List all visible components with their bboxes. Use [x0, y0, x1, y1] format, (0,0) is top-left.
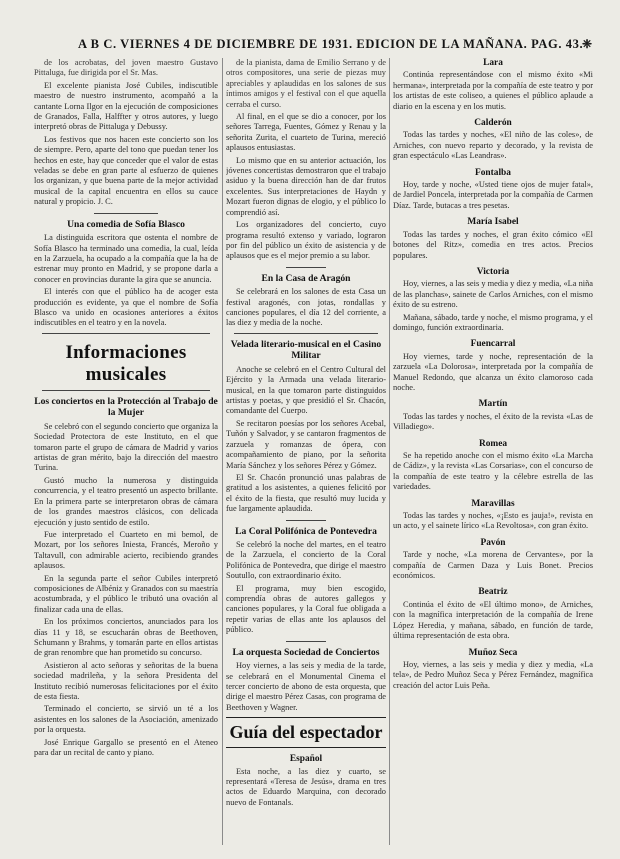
- sofia-blasco-heading: Una comedia de Sofía Blasco: [67, 218, 185, 230]
- ornament-mark: ❈: [582, 37, 593, 51]
- theatre-heading-beatriz: Beatriz: [478, 587, 508, 598]
- theatre-heading-pavon: Pavón: [480, 537, 506, 548]
- orquesta-heading: La orquesta Sociedad de Conciertos: [232, 646, 380, 658]
- column-2: [226, 58, 386, 849]
- article-paragraph: Todas las tardes y noches, «¡Esto es jauja!», revista en un acto, y el sainete lírico «La Revoltosa», con gran éxito.: [393, 511, 593, 531]
- proteccion-heading: Los conciertos en la Protección al Trabajo de la Mujer: [34, 395, 218, 419]
- article-paragraph: Hoy, viernes, a las seis y media y diez y media, «La niña de las planchas», sainete de Carlos Arniches, con el mismo éxito de su estreno.: [393, 279, 593, 310]
- article-paragraph: Todas las tardes y noches, el gran éxito cómico «El botones del Ritz», comedia en tres actos. Precios populares.: [393, 229, 593, 260]
- article-paragraph: En los próximos conciertos, anunciados para los días 11 y 18, se escucharán obras de Beethoven, Schumann y Brahms, y tomarán parte en ellos artistas de gran renombre que han prometido su concurso.: [34, 617, 218, 658]
- theatre-heading-fontalba: Fontalba: [475, 167, 511, 178]
- article-paragraph: Al final, en el que se dio a conocer, por los señores Tarrega, Fuentes, Gómez y Renau y la señorita Zurita, el cuarteto de Turina, mereció aplausos entusiastas.: [226, 112, 386, 153]
- divider: [94, 213, 158, 214]
- article-paragraph: Anoche se celebró en el Centro Cultural del Ejército y la Armada una velada literario-musical, en la que tomaron parte distinguidos artistas y poetas, y que presidió el Sr. Chacón, comandante del Cuerpo.: [226, 364, 386, 416]
- theatre-heading-martin: Martín: [478, 399, 508, 410]
- article-paragraph: Tarde y noche, «La morena de Cervantes», por la compañía de Carmen Daza y Luis Bonet. Precios económicos.: [393, 550, 593, 581]
- divider: [42, 333, 210, 334]
- article-paragraph: Los festivos que nos hacen este concierto son los de siempre. Pero, aparte del tono que puedan tener los hechos en este, hay que conceder que el valor de estas veladas se debe en gran parte al esfuerzo de quienes los organizan, y que buena parte de la mejor actividad musical de la capital encuentra en ellos su cauce natural y propicio. J. C.: [34, 134, 218, 207]
- theatre-heading-lara: Lara: [483, 58, 503, 68]
- theatre-heading-calderon: Calderón: [474, 118, 512, 129]
- column-divider: [389, 58, 390, 845]
- article-paragraph: de la pianista, dama de Emilio Serrano y de otros compositores, una serie de piezas muy apreciables y aplaudidas en los salones de sus íntimos amigos y el festival con el que aquella cerraba el curso.: [226, 58, 386, 109]
- article-paragraph: Hoy viernes, tarde y noche, representación de la zarzuela «La Dolorosa», interpretada por la compañía de Manuel Redondo, que alcanza un éxito clamoroso cada noche.: [393, 351, 593, 392]
- article-paragraph: Hoy viernes, a las seis y media de la tarde, se celebrará en el Monumental Cinema el tercer concierto de abono de esta orquesta, que dirige el maestro Pérez Casas, con programa de Beethoven y Wagner.: [226, 661, 386, 712]
- article-paragraph: Mañana, sábado, tarde y noche, el mismo programa, y el domingo, función extraordinaria.: [393, 312, 593, 332]
- theatre-heading-victoria: Victoria: [476, 266, 510, 277]
- article-paragraph: Continúa el éxito de «El último mono», de Arniches, con la magnífica interpretación de la compañía de Irene López Heredia, y mañana, sábado, en función de tarde, última representación de esta obra.: [393, 599, 593, 641]
- casa-aragon-heading: En la Casa de Aragón: [261, 272, 351, 284]
- article-paragraph: de los acrobatas, del joven maestro Gustavo Pittaluga, fue dirigida por el Sr. Mas.: [34, 58, 218, 78]
- article-paragraph: Se recitaron poesías por los señores Acebal, Tuñón y Salvador, y se cantaron fragmentos de zarzuela y romanzas de ópera, con acompañamiento de piano, por la señorita María Sánchez y los señores Pérez y Gómez.: [226, 418, 386, 470]
- article-paragraph: Esta noche, a las diez y cuarto, se representará «Teresa de Jesús», drama en tres actos de Eduardo Marquina, con decorado nuevo de Fontanals.: [226, 766, 386, 807]
- article-paragraph: Fue interpretado el Cuarteto en mi bemol, de Mozart, por los señores Iniesta, Francés, Meroño y Taltavull, con admirable acierto, recibiendo grandes aplausos.: [34, 529, 218, 571]
- theatre-heading-maravillas: Maravillas: [471, 498, 515, 509]
- article-paragraph: Terminado el concierto, se sirvió un té a los asistentes en los salones de la Asociación, amenizado por la orquesta.: [34, 704, 218, 735]
- coral-heading: La Coral Polifónica de Pontevedra: [235, 525, 377, 537]
- article-paragraph: Asistieron al acto señoras y señoritas de la buena sociedad madrileña, y la señora Presidenta del Instituto recibió numerosas felicitaciones por el éxito de esta fiesta.: [34, 660, 218, 701]
- article-paragraph: Lo mismo que en su anterior actuación, los jóvenes concertistas demostraron que el trabajo asiduo y la buena dirección han de dar frutos excelentes. Sus interpretaciones de Haydn y Mozart fueron dignas de elogio, y el público lo comprendió así.: [226, 155, 386, 217]
- informaciones-musicales-heading: Informaciones musicales: [65, 341, 187, 385]
- article-paragraph: Los organizadores del concierto, cuyo programa resultó extenso y variado, lograron por fin del público un éxito de asistencia y de aplausos que es el mejor premio a su labor.: [226, 220, 386, 261]
- article-paragraph: Se ha repetido anoche con el mismo éxito «La Marcha de Cádiz», y la revista «Las Corsarias», con el concurso de la compañía de este teatro y la célebre estrella de las variedades.: [393, 451, 593, 492]
- article-paragraph: Hoy, viernes, a las seis y media y diez y media, «La tela», de Pedro Muñoz Seca y Pérez Fernández, magnífica creación del actor Luis Peña.: [393, 659, 593, 690]
- theatre-heading-fuencarral: Fuencarral: [470, 339, 516, 350]
- theatre-heading-romea: Romea: [478, 438, 508, 449]
- article-paragraph: Hoy, tarde y noche, «Usted tiene ojos de mujer fatal», de Jardiel Poncela, interpretada por la compañía de Carmen Díaz. Tarde, butacas a tres pesetas.: [393, 180, 593, 210]
- article-paragraph: El Sr. Chacón pronunció unas palabras de gratitud a los asistentes, a quienes felicitó por el éxito de la fiesta, que resultó muy lucida y fue largamente aplaudida.: [226, 472, 386, 514]
- article-paragraph: Gustó mucho la numerosa y distinguida concurrencia, y el teatro presentó un aspecto brillante. En la primera parte se interpretaron obras de cámara de los grandes maestros clásicos, con delicada ejecución y justo sentido de estilo.: [34, 475, 218, 527]
- divider: [286, 267, 326, 268]
- theatre-heading-munoz-seca: Muñoz Seca: [468, 647, 518, 658]
- column-divider: [222, 58, 223, 845]
- article-paragraph: El interés con que el público ha de acoger esta producción es evidente, ya que el nombre de Sofía Blasco va unido en ocasiones anteriores a éxitos indiscutibles en el teatro y en la novela.: [34, 287, 218, 328]
- article-paragraph: El excelente pianista José Cubiles, indiscutible maestro de nuestro instrumento, acompañó a la cantante Lorna Ilgor en la ejecución de composiciones de Granados, Falla, Halffter y otros autores, y luego interpretó obras de Pittaluga y Debussy.: [34, 80, 218, 132]
- article-paragraph: En la segunda parte el señor Cubiles interpretó composiciones de Albéniz y Granados con su maestría acostumbrada, y el público le tributó una ovación al finalizar cada una de ellas.: [34, 573, 218, 614]
- article-paragraph: Todas las tardes y noches, el éxito de la revista «Las de Villadiego».: [393, 411, 593, 432]
- divider: [286, 520, 326, 521]
- divider: [286, 641, 326, 642]
- divider: [42, 390, 210, 391]
- theatre-heading-maria-isabel: María Isabel: [467, 217, 519, 228]
- article-paragraph: Todas las tardes y noches, «El niño de las coles», de Arniches, con nuevo reparto y decorado, y la revista de gran espectáculo «Las Leandras».: [393, 130, 593, 161]
- article-paragraph: Se celebró la noche del martes, en el teatro de la Zarzuela, el concierto de la Coral Polifónica de Pontevedra, que dirige el maestro Soutullo, con extraordinario éxito.: [226, 540, 386, 581]
- column-1: [34, 58, 218, 849]
- article-paragraph: La distinguida escritora que ostenta el nombre de Sofía Blasco ha terminado una comedia, la cual, leída en la Zarzuela, ha ocupado a la compañía que la ha de estrenar muy pronto en Madrid, y se propone darla a conocer en provincias durante la gira que se anuncia.: [34, 233, 218, 284]
- article-paragraph: El programa, muy bien escogido, comprendía obras de autores gallegos y canciones populares, y la Coral fue obligada a repetir varias de ellas ante los aplausos del público.: [226, 583, 386, 635]
- article-paragraph: Se celebró con el segundo concierto que organiza la Sociedad Protectora de este Instituto, en el que tomaron parte el grupo de cámara de Madrid y varios artistas de gran mérito, bajo la dirección del maestro Turina.: [34, 421, 218, 473]
- article-paragraph: Se celebrará en los salones de esta Casa un festival aragonés, con jotas, rondallas y canciones populares, el día 12 del corriente, a las diez y media de la noche.: [226, 287, 386, 328]
- column-3: [393, 58, 593, 849]
- article-paragraph: Continúa representándose con el mismo éxito «Mi hermana», interpretada por la compañía de este teatro y por los artistas de este coliseo, a quienes el público aplaude a diario en la escena y en los mutis.: [393, 70, 593, 111]
- guia-espectador-heading: Guía del espectador: [226, 717, 386, 748]
- divider: [234, 333, 378, 334]
- theatre-heading-espanol: Español: [289, 754, 323, 765]
- article-paragraph: José Enrique Gargallo se presentó en el Ateneo para dar un recital de canto y piano.: [34, 737, 218, 758]
- page-header: A B C. VIERNES 4 DE DICIEMBRE DE 1931. EDICION DE LA MAÑANA. PAG. 43.: [78, 37, 584, 51]
- velada-heading: Velada literario-musical en el Casino Militar: [230, 338, 382, 362]
